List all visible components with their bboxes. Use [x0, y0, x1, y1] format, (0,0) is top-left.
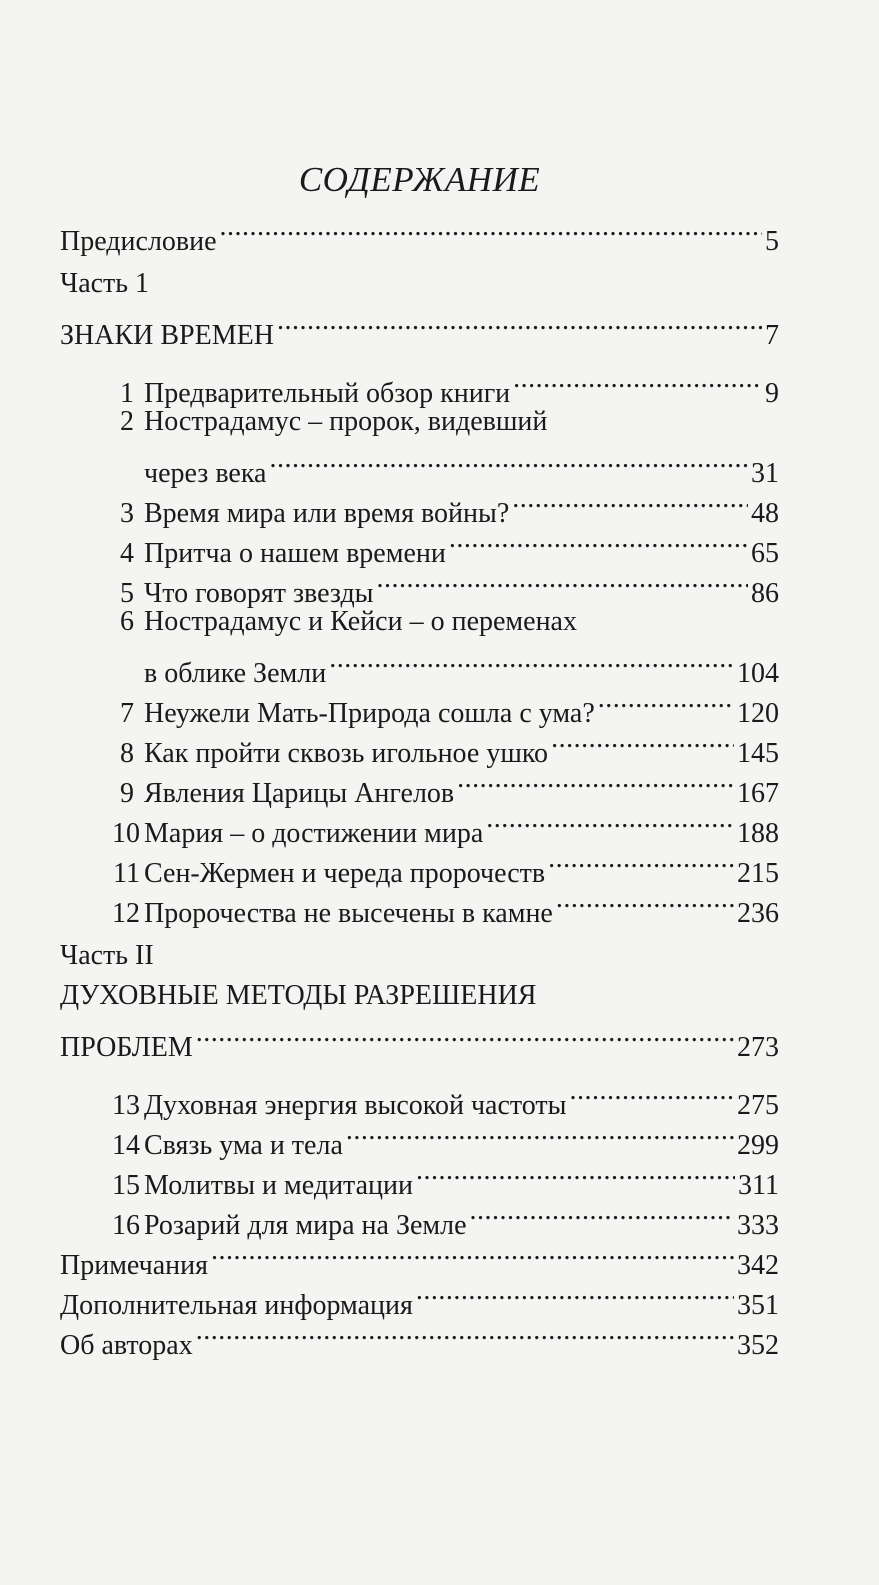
chapter-number: 15: [112, 1170, 140, 1201]
chapter-number: 6: [120, 606, 134, 637]
toc-entry-label: Нострадамус – пророк, видевший: [144, 406, 548, 437]
dot-leader: [196, 1314, 734, 1354]
toc-page-number: 145: [737, 738, 779, 769]
toc-entry-label: Что говорят звезды: [144, 578, 374, 609]
dot-leader: [416, 1154, 735, 1194]
toc-entry-label: Притча о нашем времени: [144, 538, 446, 569]
toc-page-number: 167: [737, 778, 779, 809]
toc-entry-part-2[interactable]: [60, 1016, 779, 1063]
chapter-number: 5: [120, 578, 134, 609]
toc-entry-label: ПРОБЛЕМ: [60, 1032, 193, 1063]
dot-leader: [486, 802, 734, 842]
chapter-number: 11: [113, 858, 140, 889]
toc-page-number: 104: [737, 658, 779, 689]
dot-leader: [196, 1016, 734, 1056]
toc-entry-label: Предварительный обзор книги: [144, 378, 511, 409]
dot-leader: [211, 1234, 734, 1274]
dot-leader: [457, 762, 734, 802]
chapter-number: 1: [120, 378, 134, 409]
toc-page-number: 7: [765, 320, 779, 351]
toc-page-number: 333: [737, 1210, 779, 1241]
toc-entry-chapter-13[interactable]: [100, 1074, 779, 1121]
toc-entry-label: Мария – о достижении мира: [144, 818, 484, 849]
dot-leader: [569, 1074, 734, 1114]
chapter-number: 12: [112, 898, 140, 929]
toc-page-number: 48: [751, 498, 779, 529]
toc-page-number: 273: [737, 1032, 779, 1063]
toc-entry-preface[interactable]: [60, 210, 779, 257]
dot-leader: [556, 882, 734, 922]
toc-entry-label: Примечания: [60, 1250, 209, 1281]
page-title: СОДЕРЖАНИЕ: [298, 160, 541, 199]
toc-page-number: 342: [737, 1250, 779, 1281]
toc-entry-label: Пророчества не высечены в камне: [144, 898, 553, 929]
dot-leader: [449, 522, 748, 562]
dot-leader: [329, 642, 734, 682]
table-of-contents: [60, 150, 779, 1361]
toc-page-number: 31: [751, 458, 779, 489]
toc-entry-label: Связь ума и тела: [144, 1130, 343, 1161]
dot-leader: [548, 842, 734, 882]
toc-entry-label: Предисловие: [60, 226, 217, 257]
toc-entry-label: Духовная энергия высокой частоты: [144, 1090, 567, 1121]
dot-leader: [513, 362, 762, 402]
toc-entry-label: ЗНАКИ ВРЕМЕН: [60, 320, 274, 351]
part-1-heading: Часть 1: [60, 268, 150, 299]
dot-leader: [346, 1114, 734, 1154]
dot-leader: [512, 482, 748, 522]
toc-page-number: 65: [751, 538, 779, 569]
toc-entry-chapter-6[interactable]: [100, 642, 779, 689]
toc-page-number: 5: [765, 226, 779, 257]
chapter-number: 13: [112, 1090, 140, 1121]
toc-entry-label: Неужели Мать-Природа сошла с ума?: [144, 698, 595, 729]
toc-entry-label: Время мира или время войны?: [144, 498, 510, 529]
toc-page-number: 299: [737, 1130, 779, 1161]
dot-leader: [470, 1194, 734, 1234]
chapter-number: 3: [120, 498, 134, 529]
toc-entry-chapter-1[interactable]: [100, 362, 779, 409]
dot-leader: [416, 1274, 734, 1314]
chapter-number: 4: [120, 538, 134, 569]
toc-entry-label: Явления Царицы Ангелов: [144, 778, 455, 809]
toc-page-number: 188: [737, 818, 779, 849]
toc-entry-label-continued: в облике Земли: [144, 658, 327, 689]
dot-leader: [269, 442, 748, 482]
chapter-number: 2: [120, 406, 134, 437]
toc-page-number: 351: [737, 1290, 779, 1321]
toc-entry-label-continued: через века: [144, 458, 267, 489]
dot-leader: [377, 562, 749, 602]
chapter-number: 14: [112, 1130, 140, 1161]
toc-page-number: 120: [737, 698, 779, 729]
chapter-number: 9: [120, 778, 134, 809]
part-2-heading: Часть II: [60, 940, 154, 971]
chapter-number: 10: [112, 818, 140, 849]
toc-page-number: 275: [737, 1090, 779, 1121]
toc-entry-label: Сен-Жермен и череда пророчеств: [144, 858, 546, 889]
toc-entry-part-1[interactable]: [60, 304, 779, 351]
toc-entry-label: Нострадамус и Кейси – о переменах: [144, 606, 577, 637]
toc-entry-label: Об авторах: [60, 1330, 193, 1361]
chapter-number: 8: [120, 738, 134, 769]
toc-entry-chapter-2[interactable]: [100, 442, 779, 489]
part-2-title-line1: ДУХОВНЫЕ МЕТОДЫ РАЗРЕШЕНИЯ: [60, 980, 537, 1011]
dot-leader: [277, 304, 762, 344]
dot-leader: [551, 722, 734, 762]
chapter-number: 16: [112, 1210, 140, 1241]
toc-page-number: 9: [765, 378, 779, 409]
toc-page-number: 236: [737, 898, 779, 929]
toc-entry-label: Дополнительная информация: [60, 1290, 413, 1321]
toc-page-number: 215: [737, 858, 779, 889]
toc-page-number: 352: [737, 1330, 779, 1361]
toc-entry-chapter-6-line1[interactable]: [100, 602, 779, 642]
toc-entry-label: Розарий для мира на Земле: [144, 1210, 467, 1241]
toc-page-number: 86: [751, 578, 779, 609]
dot-leader: [598, 682, 734, 722]
toc-page-number: 311: [738, 1170, 779, 1201]
dot-leader: [220, 210, 762, 250]
chapter-number: 7: [120, 698, 134, 729]
toc-entry-chapter-2-line1[interactable]: [100, 402, 779, 442]
toc-entry-label: Как пройти сквозь игольное ушко: [144, 738, 549, 769]
toc-entry-label: Молитвы и медитации: [144, 1170, 414, 1201]
